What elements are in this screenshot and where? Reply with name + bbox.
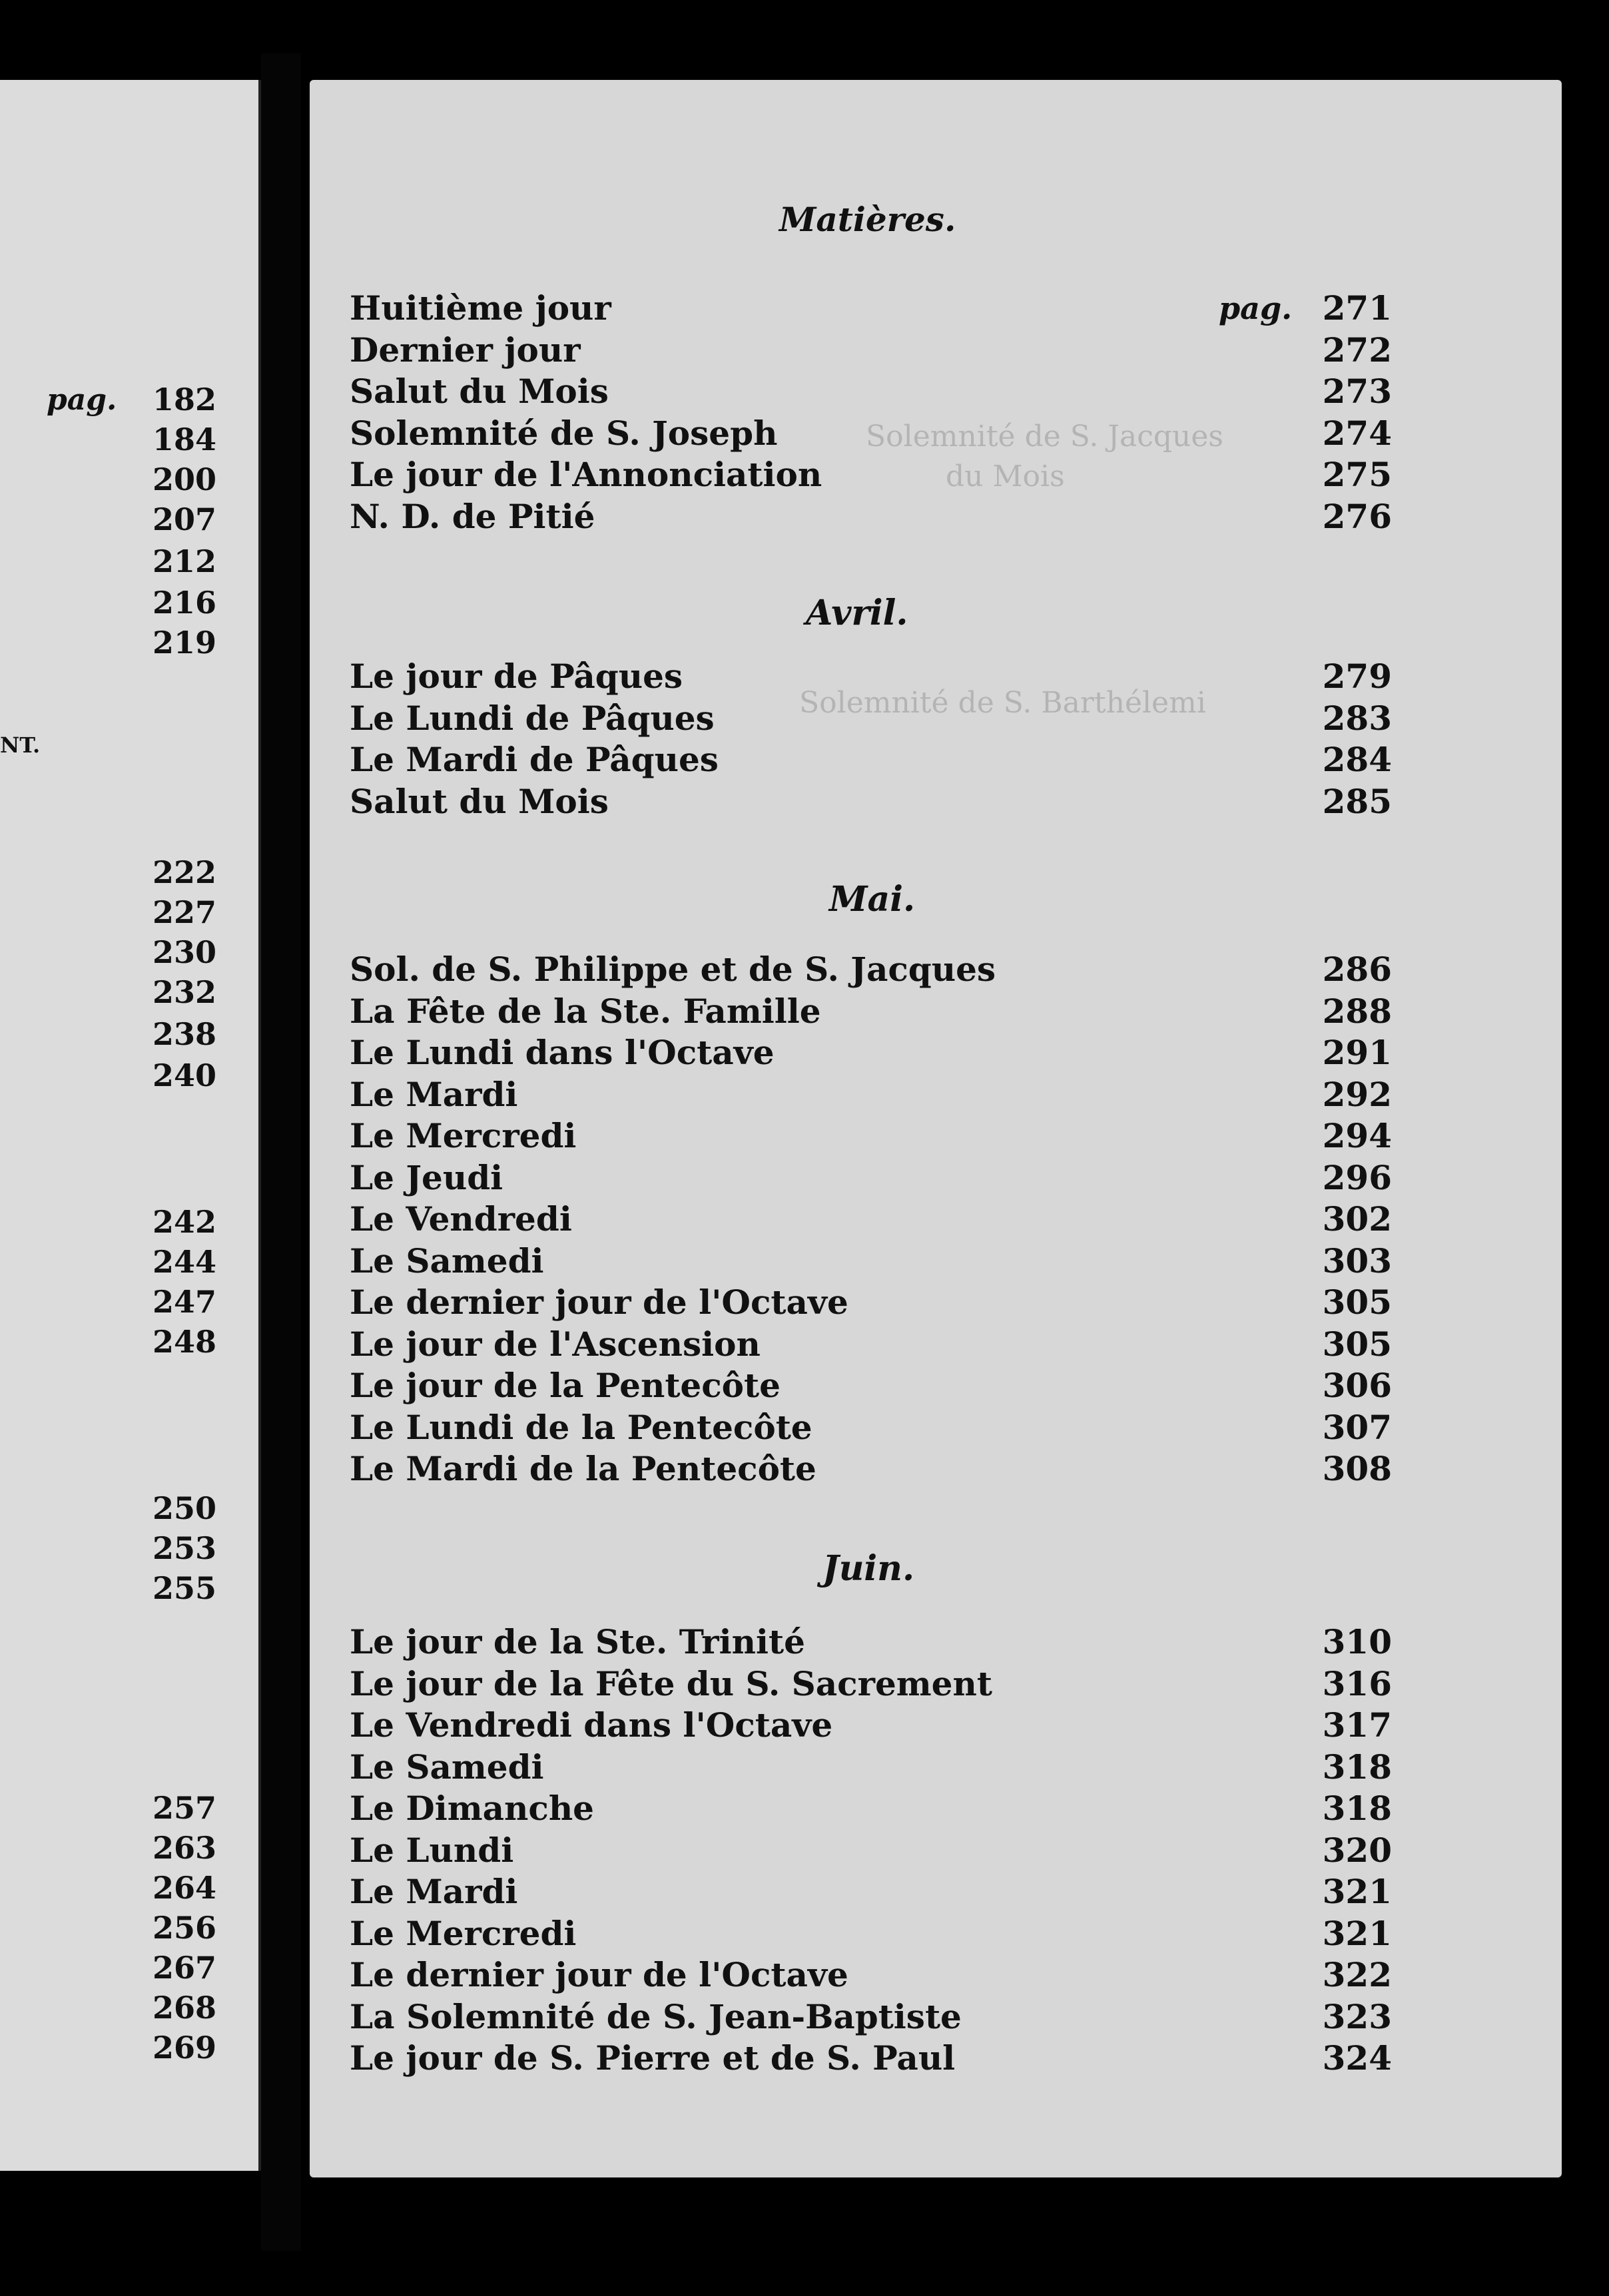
toc-entry-title: Le Lundi dans l'Octave (350, 1033, 775, 1072)
left-page-number: 200 (152, 461, 216, 497)
toc-entry-title: Le Mardi de Pâques (350, 740, 719, 779)
toc-entry-page-number: 291 (1322, 1033, 1392, 1072)
toc-entry-title: Le Vendredi (350, 1199, 572, 1239)
left-page-number: 212 (152, 543, 216, 579)
left-page-number: 227 (152, 894, 216, 930)
left-page-number: 250 (152, 1490, 216, 1526)
left-page-number: 242 (152, 1204, 216, 1240)
toc-entry-title: Salut du Mois (350, 372, 609, 411)
toc-entry-title: Dernier jour (350, 330, 581, 370)
toc-entry-page-number: 320 (1322, 1830, 1392, 1870)
bleed-through-text: Solemnité de S. Jacques (866, 420, 1223, 453)
toc-entry-title: Le Mercredi (350, 1913, 577, 1953)
toc-entry (350, 413, 1392, 454)
toc-entry-page-number: 308 (1322, 1449, 1392, 1488)
toc-entry-title: La Fête de la Ste. Famille (350, 991, 821, 1031)
toc-entry (350, 2038, 1392, 2079)
left-page-number: 244 (152, 1244, 216, 1280)
toc-entry-page-number: 271 (1322, 288, 1392, 328)
toc-entry (350, 1365, 1392, 1406)
left-page-number: 255 (152, 1570, 216, 1606)
toc-entry-page-number: 286 (1322, 950, 1392, 989)
toc-entry-page-number: 283 (1322, 698, 1392, 738)
toc-entry (350, 1996, 1392, 2038)
left-page-side-label: NT. (0, 732, 41, 758)
toc-entry-title: Le jour de Pâques (350, 657, 683, 696)
toc-entry-page-number: 321 (1322, 1913, 1392, 1953)
toc-entry (350, 454, 1392, 495)
toc-entry-page-number: 302 (1322, 1199, 1392, 1239)
left-page-number: 269 (152, 2030, 216, 2066)
toc-entry-page-number: 305 (1322, 1324, 1392, 1364)
toc-entry (350, 1788, 1392, 1829)
toc-entry-page-number: 324 (1322, 2038, 1392, 2078)
toc-entry-page-number: 294 (1322, 1116, 1392, 1155)
toc-entry (350, 1663, 1392, 1705)
bleed-through-text: du Mois (946, 459, 1065, 493)
section-title: Mai. (829, 879, 916, 920)
left-page-number: 182 (152, 382, 216, 418)
toc-entry-title: Le jour de l'Annonciation (350, 455, 822, 494)
toc-entry (350, 1407, 1392, 1448)
toc-entry-page-number: 307 (1322, 1407, 1392, 1447)
toc-entry (350, 496, 1392, 537)
left-page-number: 184 (152, 422, 216, 457)
toc-entry (350, 1913, 1392, 1954)
toc-entry-title: Sol. de S. Philippe et de S. Jacques (350, 950, 996, 989)
left-page-number: 253 (152, 1530, 216, 1566)
left-page-number: 263 (152, 1830, 216, 1866)
left-page-number: 256 (152, 1910, 216, 1946)
left-page-number: 219 (152, 625, 216, 661)
left-page-numbers (0, 0, 273, 2131)
toc-entry-page-number: 323 (1322, 1996, 1392, 2036)
toc-entry-title: Huitième jour (350, 288, 611, 328)
toc-entry-pag-label: pag. (1219, 290, 1293, 326)
toc-entry-page-number: 272 (1322, 330, 1392, 370)
toc-entry-page-number: 317 (1322, 1705, 1392, 1745)
toc-entry-page-number: 284 (1322, 740, 1392, 779)
toc-entry-page-number: 273 (1322, 372, 1392, 411)
toc-entry (350, 1115, 1392, 1157)
bleed-through-text: Solemnité de S. Barthélemi (799, 686, 1206, 720)
toc-entry-page-number: 276 (1322, 496, 1392, 536)
toc-entry-title: Le Lundi (350, 1830, 514, 1870)
toc-entry-title: Le Samedi (350, 1241, 544, 1281)
toc-entry (350, 949, 1392, 990)
toc-entry-page-number: 322 (1322, 1955, 1392, 1994)
toc-entry-title: Le jour de S. Pierre et de S. Paul (350, 2038, 956, 2078)
toc-entry (350, 656, 1392, 697)
toc-entry-page-number: 303 (1322, 1241, 1392, 1281)
toc-entry-title: Le Mardi (350, 1872, 518, 1911)
toc-entry-title: N. D. de Pitié (350, 496, 595, 536)
toc-entry-title: Le jour de la Ste. Trinité (350, 1622, 805, 1661)
toc-entry-title: Le Mardi de la Pentecôte (350, 1449, 816, 1488)
toc-entry (350, 1448, 1392, 1490)
toc-entry-title: Le Mercredi (350, 1116, 577, 1155)
left-page-number: 232 (152, 974, 216, 1010)
toc-entry-page-number: 310 (1322, 1622, 1392, 1661)
toc-entry-page-number: 306 (1322, 1366, 1392, 1405)
toc-entry-page-number: 321 (1322, 1872, 1392, 1911)
toc-entry (350, 739, 1392, 780)
toc-entry-title: Le jour de la Pentecôte (350, 1366, 781, 1405)
left-page-number: 248 (152, 1324, 216, 1360)
left-page-number: 230 (152, 934, 216, 970)
left-page-number: 257 (152, 1790, 216, 1826)
toc-entry (350, 371, 1392, 412)
left-page-number: 238 (152, 1016, 216, 1052)
toc-entry (350, 1705, 1392, 1746)
toc-entry-title: Salut du Mois (350, 781, 609, 821)
left-page-number: 247 (152, 1284, 216, 1320)
section-title: Avril. (806, 593, 908, 633)
left-page-number: 264 (152, 1870, 216, 1906)
toc-entry (350, 698, 1392, 739)
toc-entry-page-number: 279 (1322, 657, 1392, 696)
toc-entry (350, 1324, 1392, 1365)
toc-entry (350, 1157, 1392, 1199)
toc-entry-title: Le Samedi (350, 1747, 544, 1787)
left-page-number: 240 (152, 1057, 216, 1093)
toc-entry (350, 1282, 1392, 1323)
toc-entry (350, 781, 1392, 822)
toc-entry (350, 1747, 1392, 1788)
toc-entry-page-number: 318 (1322, 1789, 1392, 1828)
toc-entry-title: Le jour de la Fête du S. Sacrement (350, 1663, 992, 1703)
toc-entry-title: Le Lundi de la Pentecôte (350, 1407, 812, 1447)
toc-entry-title: Le Lundi de Pâques (350, 698, 715, 738)
toc-entry (350, 288, 1392, 329)
toc-entry (350, 991, 1392, 1032)
toc-entry (350, 1871, 1392, 1912)
toc-entry (350, 1199, 1392, 1240)
left-page-number: 207 (152, 501, 216, 537)
left-page-number: 216 (152, 585, 216, 621)
toc-entry-title: Le Mardi (350, 1074, 518, 1114)
left-page-number: 222 (152, 854, 216, 890)
toc-entry-page-number: 318 (1322, 1747, 1392, 1787)
section-title: Juin. (822, 1548, 915, 1589)
left-page-pag-label: pag. (47, 383, 117, 417)
left-page-number: 267 (152, 1950, 216, 1986)
toc-entry-title: Le Dimanche (350, 1789, 594, 1828)
toc-entry (350, 1074, 1392, 1115)
toc-entry-title: Le dernier jour de l'Octave (350, 1955, 848, 1994)
page-edge-shadow (1562, 40, 1609, 2296)
toc-entry-page-number: 285 (1322, 781, 1392, 821)
toc-entry-title: Le dernier jour de l'Octave (350, 1283, 848, 1322)
toc-entry (350, 1954, 1392, 1996)
toc-entry-page-number: 292 (1322, 1074, 1392, 1114)
toc-entry-title: Le jour de l'Ascension (350, 1324, 761, 1364)
toc-entry-title: Le Vendredi dans l'Octave (350, 1705, 833, 1745)
toc-entry (350, 1241, 1392, 1282)
page-header: Matières. (779, 200, 956, 239)
toc-entry (350, 330, 1392, 371)
toc-entry-page-number: 305 (1322, 1283, 1392, 1322)
toc-entry-page-number: 275 (1322, 455, 1392, 494)
toc-entry-title: Solemnité de S. Joseph (350, 413, 778, 453)
toc-entry (350, 1032, 1392, 1073)
toc-entry-page-number: 316 (1322, 1663, 1392, 1703)
toc-entry-page-number: 274 (1322, 413, 1392, 453)
toc-entry-title: La Solemnité de S. Jean-Baptiste (350, 1996, 962, 2036)
toc-entry (350, 1830, 1392, 1871)
toc-entry-title: Le Jeudi (350, 1157, 503, 1197)
toc-entry-page-number: 288 (1322, 991, 1392, 1031)
left-page-number: 268 (152, 1990, 216, 2026)
toc-entry (350, 1621, 1392, 1663)
toc-entry-page-number: 296 (1322, 1157, 1392, 1197)
